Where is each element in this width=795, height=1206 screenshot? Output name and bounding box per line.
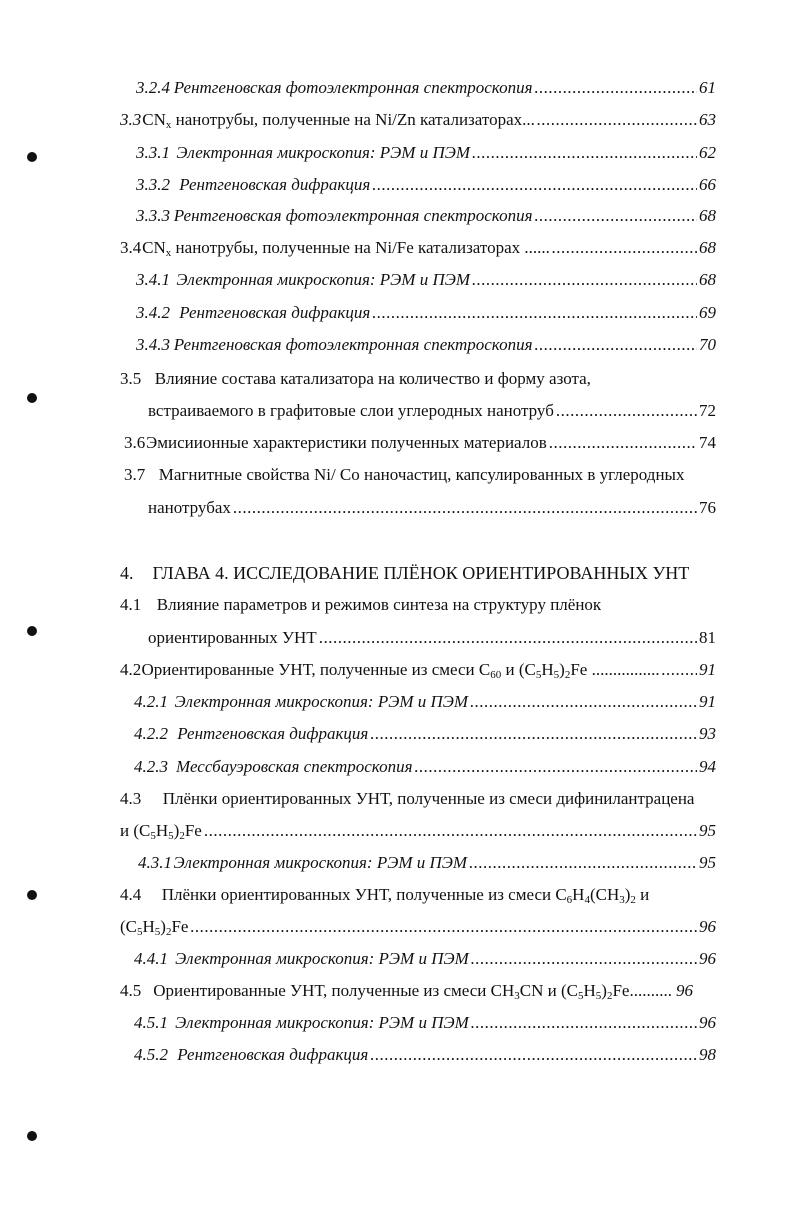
chapter-heading [120, 561, 689, 585]
toc-leader [552, 237, 697, 259]
toc-entry-3-4-3 [136, 334, 716, 356]
toc-entry-3-3-1 [136, 142, 716, 164]
toc-number: 3.6 [124, 433, 146, 452]
toc-title-cont: ориентированных УНТ [148, 628, 317, 647]
toc-page: 96 [675, 981, 693, 1000]
toc-title: Ориентированные УНТ, полученные из смеси $CH_3CN$ и $(C_5H_5)_2Fe$.......... [153, 981, 672, 1002]
toc-leader [472, 142, 697, 164]
toc-number: 3.3.2 [136, 175, 170, 194]
toc-page: 96 [699, 1013, 716, 1032]
toc-title-cont: и $(C_5H_5)_2Fe$ [120, 821, 202, 842]
toc-leader [372, 302, 697, 324]
toc-page: 96 [699, 949, 716, 968]
toc-number: 3.2.4 [136, 78, 170, 97]
toc-page: 95 [699, 853, 716, 872]
toc-leader [556, 400, 697, 422]
toc-title: Ориентированные УНТ, полученные из смеси $C_{60}$ и $(C_5H_5)_2Fe$ ................ [141, 660, 660, 681]
toc-leader [204, 820, 697, 842]
toc-entry-4-2-2 [134, 723, 716, 745]
toc-page: 61 [699, 78, 716, 97]
toc-number: 3.4.2 [136, 303, 170, 322]
toc-number: 4.4 [120, 885, 142, 904]
toc-page: 94 [699, 757, 716, 776]
toc-page: 72 [699, 401, 716, 420]
toc-page: 95 [699, 821, 716, 840]
toc-title: Электронная микроскопия: РЭМ и ПЭМ [176, 143, 471, 162]
toc-title: Влияние параметров и режимов синтеза на структуру плёнок [156, 595, 602, 614]
toc-page: 98 [699, 1045, 716, 1064]
toc-title: Рентгеновская дифракция [177, 1045, 369, 1064]
toc-title: Электронная микроскопия: РЭМ и ПЭМ [176, 270, 471, 289]
toc-entry-3-4 [120, 237, 716, 259]
toc-leader [535, 77, 697, 99]
toc-leader [535, 205, 697, 227]
toc-entry-3-4-2 [136, 302, 716, 324]
binder-dot [27, 152, 37, 162]
toc-number: 4.2.3 [134, 757, 168, 776]
toc-number: 4.5 [120, 981, 142, 1000]
toc-page: 68 [699, 206, 716, 225]
toc-number: 4.3.1 [138, 853, 172, 872]
toc-number: 4.2 [120, 660, 142, 679]
chapter-title: ГЛАВА 4. ИССЛЕДОВАНИЕ ПЛЁНОК ОРИЕНТИРОВАННЫХ УНТ [152, 563, 690, 583]
toc-title: Плёнки ориентированных УНТ, полученные из смеси дифинилантрацена [162, 789, 695, 808]
toc-leader [319, 627, 697, 649]
toc-page: 62 [699, 143, 716, 162]
binder-dot [27, 626, 37, 636]
toc-page: 91 [699, 660, 716, 679]
toc-number: 3.4.3 [136, 335, 170, 354]
toc-leader [370, 1044, 697, 1066]
toc-leader [472, 269, 697, 291]
toc-title: Электронная микроскопия: РЭМ и ПЭМ [175, 949, 469, 968]
toc-entry-3-2-4 [136, 77, 716, 99]
toc-entry-4-3-1 [138, 852, 716, 874]
toc-entry-4-2-3 [134, 756, 716, 778]
toc-title: Электронная микроскопия: РЭМ и ПЭМ [175, 1013, 469, 1032]
toc-entry-3-6 [124, 432, 716, 454]
toc-entry-4-2-1 [134, 691, 716, 713]
toc-page: 81 [699, 628, 716, 647]
toc-entry-4-1-line2 [148, 627, 716, 649]
chapter-number: 4. [120, 563, 134, 583]
toc-leader [469, 852, 697, 874]
toc-number: 3.3.3 [136, 206, 170, 225]
toc-title: Электронная микроскопия: РЭМ и ПЭМ [173, 853, 468, 872]
toc-title: Магнитные свойства Ni/ Co наночастиц, капсулированных в углеродных [158, 465, 685, 484]
toc-entry-4-3-line1 [120, 788, 694, 810]
toc-number: 4.5.1 [134, 1013, 168, 1032]
toc-page: 68 [699, 270, 716, 289]
toc-number: 4.3 [120, 789, 142, 808]
toc-entry-3-4-1 [136, 269, 716, 291]
toc-number: 3.5 [120, 369, 142, 388]
toc-title-cont: $(C_5H_5)_2Fe$ [120, 917, 189, 938]
toc-page: 76 [699, 498, 716, 517]
toc-entry-4-3-line2 [120, 820, 716, 842]
toc-entry-3-5-line2 [148, 400, 716, 422]
toc-leader [471, 948, 697, 970]
toc-entry-4-4-line2 [120, 916, 716, 938]
toc-leader [415, 756, 697, 778]
toc-title: Рентгеновская дифракция [179, 175, 371, 194]
toc-leader [470, 691, 697, 713]
toc-entry-3-3-2 [136, 174, 716, 196]
toc-title: Рентгеновская фотоэлектронная спектроскопия [173, 78, 533, 97]
toc-page: 70 [699, 335, 716, 354]
toc-entry-3-7-line2 [148, 497, 716, 519]
toc-title: Влияние состава катализатора на количество и форму азота, [154, 369, 591, 388]
toc-page: 93 [699, 724, 716, 743]
toc-title: Рентгеновская фотоэлектронная спектроскопия [173, 335, 533, 354]
toc-number: 4.4.1 [134, 949, 168, 968]
toc-entry-4-5 [120, 980, 716, 1002]
toc-title: $CN_x$ нанотрубы, полученные на Ni/Fe катализаторах ...... [142, 238, 550, 259]
toc-entry-4-2 [120, 659, 716, 681]
toc-leader [471, 1012, 697, 1034]
toc-page: 69 [699, 303, 716, 322]
toc-page: 74 [699, 433, 716, 452]
toc-title: Рентгеновская дифракция [177, 724, 369, 743]
toc-number: 3.3.1 [136, 143, 170, 162]
toc-title: Мессбауэровская спектроскопия [176, 757, 413, 776]
toc-number: 3.7 [124, 465, 146, 484]
toc-page: 68 [699, 238, 716, 257]
toc-title-cont: встраиваемого в графитовые слои углеродных нанотруб [148, 401, 554, 420]
toc-title: Плёнки ориентированных УНТ, полученные из смеси $C_6H_4(CH_3)_2$ и [161, 885, 650, 906]
toc-entry-4-4-line1 [120, 884, 649, 906]
toc-leader [537, 109, 697, 131]
toc-title-cont: нанотрубах [148, 498, 231, 517]
toc-entry-4-5-1 [134, 1012, 716, 1034]
binder-dot [27, 890, 37, 900]
toc-number: 4.2.1 [134, 692, 168, 711]
toc-number: 3.3 [120, 110, 142, 129]
toc-entry-4-4-1 [134, 948, 716, 970]
toc-title: $CN_x$ нанотрубы, полученные на Ni/Zn катализаторах... [142, 110, 535, 131]
toc-entry-4-1-line1 [120, 594, 601, 616]
toc-entry-3-7-line1 [124, 464, 684, 486]
toc-entry-3-5-line1 [120, 368, 591, 390]
toc-number: 4.5.2 [134, 1045, 168, 1064]
toc-title: Эмисиионные характеристики полученных материалов [146, 433, 547, 452]
toc-number: 4.1 [120, 595, 142, 614]
toc-number: 3.4.1 [136, 270, 170, 289]
toc-title: Рентгеновская фотоэлектронная спектроскопия [173, 206, 533, 225]
toc-number: 3.4 [120, 238, 142, 257]
toc-leader [372, 174, 697, 196]
binder-dot [27, 393, 37, 403]
toc-title: Электронная микроскопия: РЭМ и ПЭМ [174, 692, 469, 711]
toc-number: 4.2.2 [134, 724, 168, 743]
toc-entry-3-3-3 [136, 205, 716, 227]
toc-leader [233, 497, 697, 519]
toc-page: 96 [699, 917, 716, 936]
toc-page: 63 [699, 110, 716, 129]
toc-page: 91 [699, 692, 716, 711]
toc-page: 66 [699, 175, 716, 194]
toc-leader [535, 334, 697, 356]
toc-title: Рентгеновская дифракция [179, 303, 371, 322]
toc-leader [662, 659, 697, 681]
binder-dot [27, 1131, 37, 1141]
toc-entry-4-5-2 [134, 1044, 716, 1066]
toc-leader [370, 723, 697, 745]
toc-leader [549, 432, 697, 454]
toc-entry-3-3 [120, 109, 716, 131]
toc-leader [190, 916, 697, 938]
